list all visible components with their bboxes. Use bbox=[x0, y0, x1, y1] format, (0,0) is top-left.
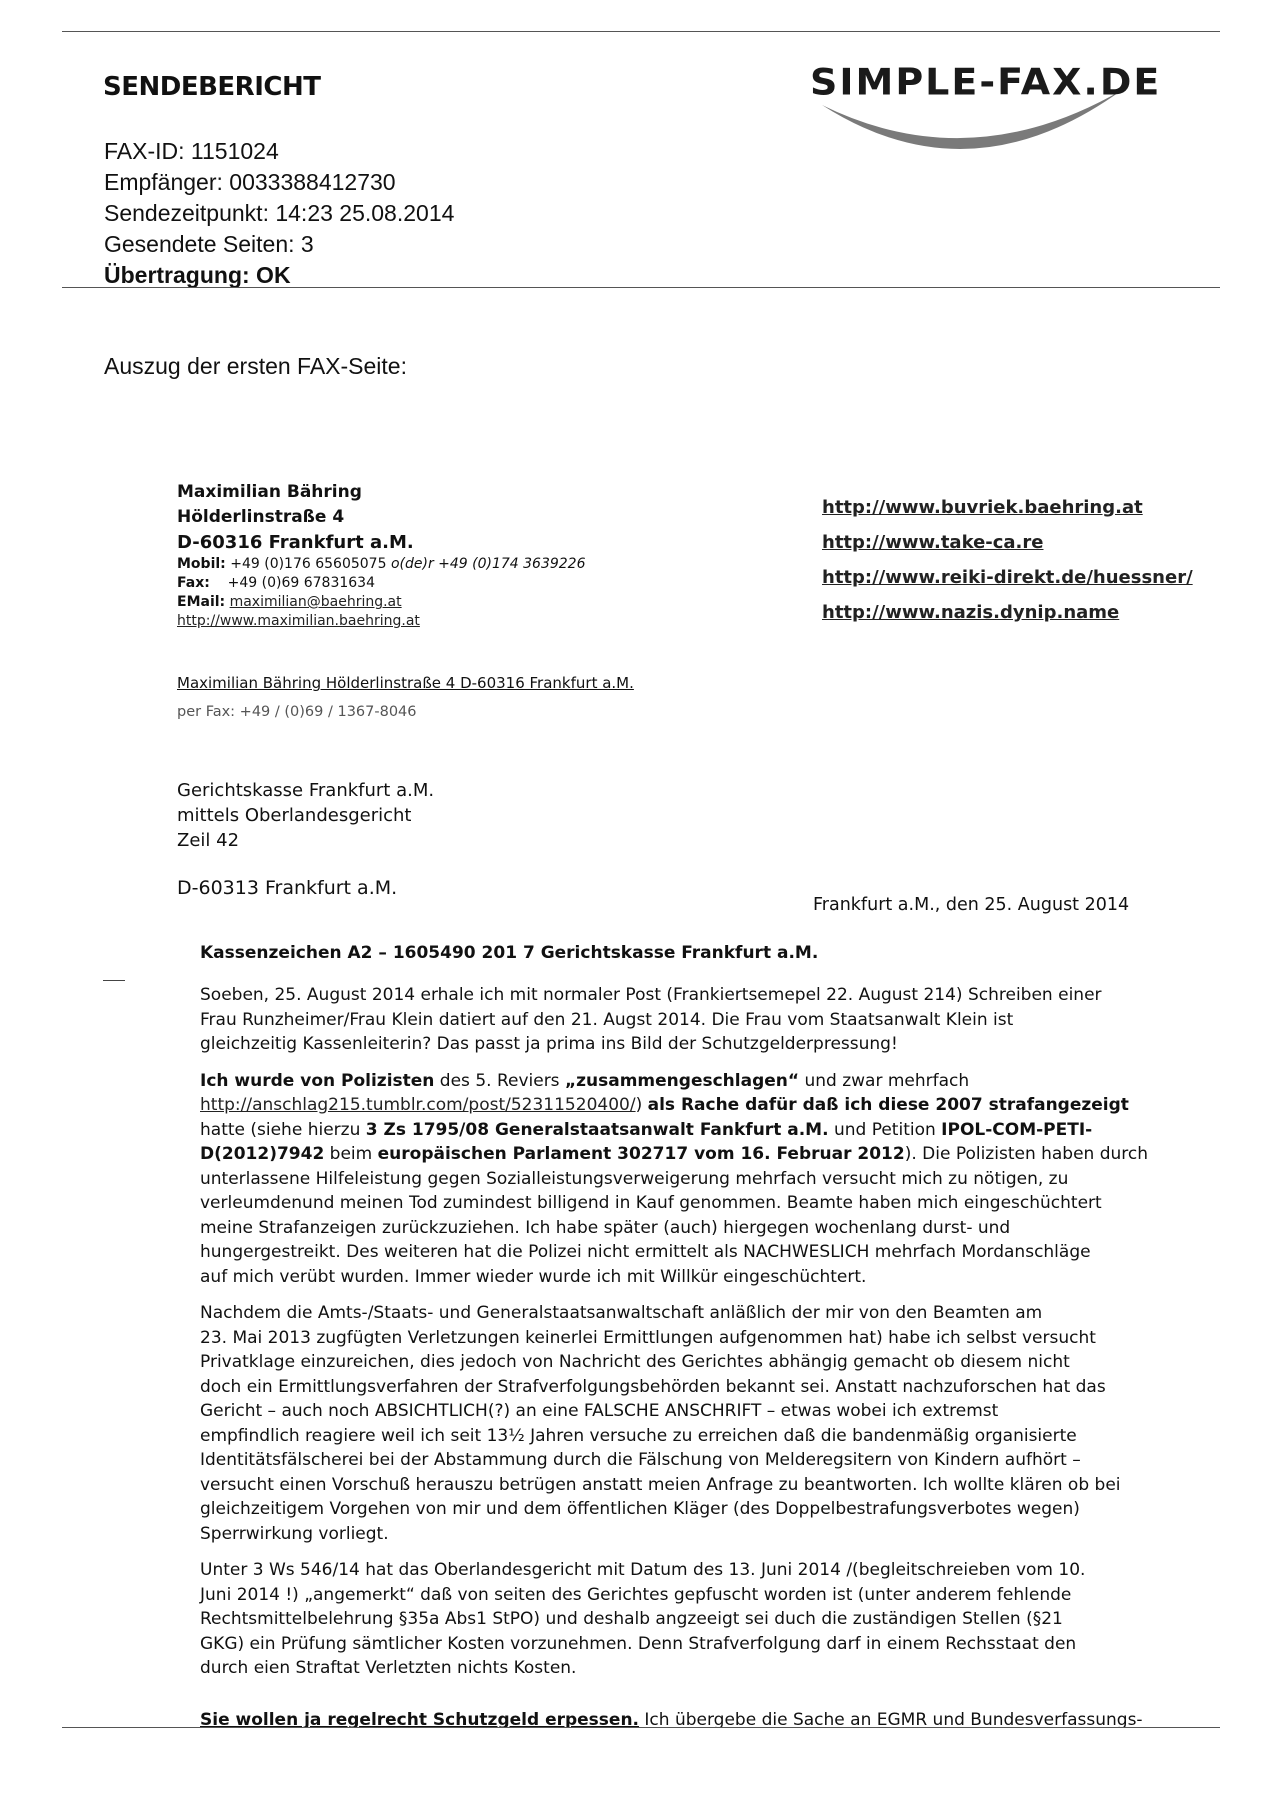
paragraph-4: Unter 3 Ws 546/14 hat das Oberlandesgericht mit Datum des 13. Juni 2014 /(begleitschreieben vom 10. Juni 2014 !) „angemerkt“ daß von seiten des Gerichtes gepfuscht worden ist (unter anderem fehlende Rechtsmittelbelehrung §35a Abs1 StPO) und deshalb angzeeigt sei duch die zuständigen Stellen (§21 GKG) ein Prüfung sämtlicher Kosten vorzunehmen. Denn Strafverfolgung darf in einem Rechsstaat den durch eien Straftat Verletzten nichts Kosten. bbox=[200, 1560, 1086, 1678]
sender-website bbox=[177, 612, 586, 631]
link-take-ca[interactable]: http://www.take-ca.re bbox=[822, 532, 1044, 553]
paragraph-3: Nachdem die Amts-/Staats- und Generalstaatsanwaltschaft anläßlich der mir von den Beamten am 23. Mai 2013 zugfügten Verletzungen keinerlei Ermittlungen aufgenommen hat) habe ich selbst versucht Privatklage einzureichen, dies jedoch von Nachricht des Gerichtes abhängig gemacht ob diesem nicht doch ein Ermittlungsverfahren der Strafverfolgungsbehörden bekannt sei. Anstatt nachzuforschen hat das Gericht – auch noch ABSICHTLICH(?) an eine FALSCHE ANSCHRIFT – etwas wobei ich extremst empfindlich reagiere weil ich seit 13½ Jahren versuche zu erreichen daß die bandenmäßig organisierte Identitätsfälscherei bei der Abstammung durch die Fälschung von Melderegsitern von Kindern aufhört – versucht einen Vorschuß herauszu betrügen anstatt meien Anfrage zu beantworten. Ich wollte klären ob bei gleichzeitigem Vorgehen von mir und dem öffentlichen Kläger (des Doppelbestrafungsverbotes wegen) Sperrwirkung vorliegt. bbox=[200, 1303, 1121, 1544]
transmission-status: Übertragung: OK bbox=[104, 262, 291, 288]
link-nazis-dynip[interactable]: http://www.nazis.dynip.name bbox=[822, 602, 1120, 623]
recipient-line-2: mittels Oberlandesgericht bbox=[177, 805, 412, 826]
pages-sent: Gesendete Seiten: 3 bbox=[104, 231, 314, 257]
recipient-line-1: Gerichtskasse Frankfurt a.M. bbox=[177, 780, 435, 801]
logo-text: SIMPLE-FAX.DE bbox=[810, 61, 1162, 103]
paragraph-2: Ich wurde von Polizisten des 5. Reviers „zusammengeschlagen“ und zwar mehrfach http://anschlag215.tumblr.com/post/52311520400/) als Rache dafür daß ich diese 2007 strafangezeigt hatte (siehe hierzu 3 Zs 1795/08 Generalstaatsanwalt Fankfurt a.M. und Petition IPOL-COM-PETI- D(2012)7942 beim europäischen Parlament 302717 vom 16. Februar 2012). Die Polizisten haben durch unterlassene Hilfeleistung gegen Sozialleistungsverweigerung mehrfach versucht mich zu nötigen, zu verleumdenund meinen Tod zumindest billigend in Kauf genommen. Beamte haben mich eingeschüchtert meine Strafanzeigen zurückzuziehen. Ich habe später (auch) hiergegen wochenlang durst- und hungergestreikt. Des weiteren hat die Polizei nicht ermittelt als NACHWESLICH mehrfach Mordanschläge auf mich verübt wurden. Immer wieder wurde ich mit Willkür eingeschüchtert. bbox=[200, 1070, 1149, 1287]
return-address: Maximilian Bähring Hölderlinstraße 4 D-60316 Frankfurt a.M. bbox=[177, 674, 634, 692]
section-divider bbox=[62, 287, 1220, 288]
letter-body bbox=[200, 983, 1160, 1693]
fax-id: FAX-ID: 1151024 bbox=[104, 138, 279, 164]
date-line: Frankfurt a.M., den 25. August 2014 bbox=[813, 895, 1130, 915]
fold-mark bbox=[103, 980, 125, 981]
email-link[interactable]: maximilian@baehring.at bbox=[229, 594, 402, 610]
subject-line: Kassenzeichen A2 – 1605490 201 7 Gerichtskasse Frankfurt a.M. bbox=[200, 943, 819, 963]
link-buvriek[interactable]: http://www.buvriek.baehring.at bbox=[822, 497, 1143, 518]
excerpt-label: Auszug der ersten FAX-Seite: bbox=[104, 353, 407, 379]
sender-block bbox=[177, 480, 586, 631]
tumblr-link[interactable]: http://anschlag215.tumblr.com/post/52311520400/ bbox=[200, 1095, 636, 1115]
sender-email: EMail: maximilian@baehring.at bbox=[177, 594, 402, 610]
sent-time: Sendezeitpunkt: 14:23 25.08.2014 bbox=[104, 200, 455, 226]
top-divider bbox=[62, 31, 1220, 32]
bottom-divider bbox=[62, 1727, 1220, 1728]
recipient-line-3: Zeil 42 bbox=[177, 830, 240, 851]
report-metadata bbox=[104, 136, 454, 291]
paragraph-1: Soeben, 25. August 2014 erhale ich mit normaler Post (Frankiertsemepel 22. August 214) Schreiben einer Frau Runzheimer/Frau Klein datiert auf den 21. Augst 2014. Die Frau vom Staatsanwalt Klein ist gleichzeitig Kassenleiterin? Das passt ja prima ins Bild der Schutzgelderpressung! bbox=[200, 985, 1102, 1054]
truncated-paragraph-5: Sie wollen ja regelrecht Schutzgeld erpessen. Ich übergebe die Sache an EGMR und Bundesverfassungs- bbox=[200, 1712, 1143, 1728]
sender-fax: Fax: +49 (0)69 67831634 bbox=[177, 575, 375, 591]
link-list bbox=[822, 490, 1193, 630]
report-title: SENDEBERICHT bbox=[103, 72, 321, 102]
per-fax-number: per Fax: +49 / (0)69 / 1367-8046 bbox=[177, 704, 417, 720]
recipient-city: D-60313 Frankfurt a.M. bbox=[177, 877, 398, 899]
sender-name: Maximilian Bähring bbox=[177, 482, 362, 502]
website-link[interactable]: http://www.maximilian.baehring.at bbox=[177, 613, 420, 629]
link-reiki-direkt[interactable]: http://www.reiki-direkt.de/huessner/ bbox=[822, 567, 1193, 588]
sender-street: Hölderlinstraße 4 bbox=[177, 507, 345, 527]
simple-fax-logo bbox=[800, 60, 1200, 170]
sender-mobile: Mobil: +49 (0)176 65605075 o(de)r +49 (0)174 3639226 bbox=[177, 556, 586, 572]
sender-city: D-60316 Frankfurt a.M. bbox=[177, 532, 414, 553]
recipient-number: Empfänger: 0033388412730 bbox=[104, 169, 396, 195]
recipient-address bbox=[177, 778, 434, 901]
